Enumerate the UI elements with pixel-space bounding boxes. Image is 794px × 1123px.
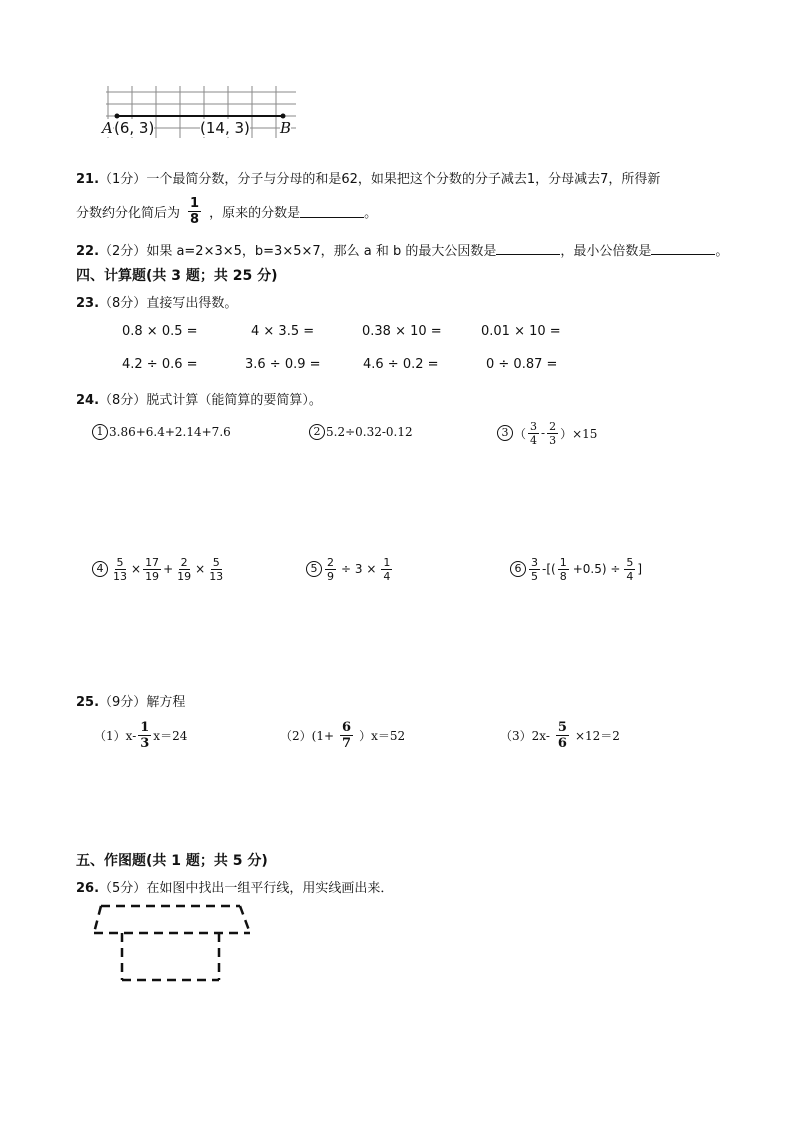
q25-p2-frac [340,721,353,750]
q24-e6-b-den: 8 [559,569,567,583]
q25-p3-post: ×12＝2 [574,728,620,743]
q24-e4-d-num: 5 [212,555,220,569]
coord-b-label: (14, 3) [200,119,250,137]
q22-text1: 如果 a=2×3×5，b=3×5×7，那么 a 和 b 的最大公因数是 [146,244,497,259]
q24-problem-4 [92,552,227,586]
q24-e6-a-num: 3 [531,555,538,569]
q24-e6-frac-b [558,557,569,582]
q25-p3-frac [556,721,569,750]
q24-e3-frac-a [528,421,539,446]
q22-lcm-blank[interactable] [651,242,715,255]
q24-e4-times: × [131,562,142,576]
q24-e6-frac-a [529,557,540,582]
q24-circle-1: 1 [92,424,108,440]
q25-p2-num: 6 [342,719,352,735]
q24-e6-mid2: +0.5) ÷ [572,562,621,576]
q23-item-2: 4 × 3.5 = [251,324,315,339]
q24-circle-3: 3 [497,425,513,441]
q24-e3-a-den: 4 [530,433,538,447]
q24-e4-d-den: 13 [209,569,224,583]
q23-item-4: 0.01 × 10 = [481,324,561,339]
q24-heading [76,389,322,408]
q21-text3: ，原来的分数是 [209,205,301,221]
q24-problem-3 [497,416,597,450]
q21-line1 [76,168,660,187]
q25-p1-den: 3 [140,735,150,751]
q21-score: （1分） [99,172,147,187]
q25-equation-1 [94,718,187,752]
q24-number: 24. [76,393,100,408]
q24-circle-2: 2 [309,424,325,440]
q22-line [76,240,728,259]
q24-e5-frac-b [381,557,392,582]
q24-e5-frac-a [325,557,336,582]
q21-number: 21. [76,172,100,187]
q24-e3-frac-b [547,421,558,446]
q23-score: （8分） [99,296,147,311]
q24-e3-a-num: 3 [530,419,538,433]
q25-p2-den: 7 [342,735,352,751]
q21-end: 。 [364,205,378,221]
q24-e6-frac-c [624,557,635,582]
q24-e4-b-num: 17 [145,555,160,569]
q24-problem-1 [92,424,231,440]
q21-text1: 一个最简分数，分子与分母的和是62，如果把这个分数的分子减去1，分母减去7，所得新 [146,172,661,187]
q25-p3-pre: （3）2x- [500,728,550,743]
q24-e4-times2: × [195,562,206,576]
q25-heading [76,691,185,710]
q24-problem-5 [306,552,394,586]
q21-text2: 分数约分化简后为 [76,205,181,221]
point-a-label: A [102,119,113,137]
q23-item-8: 0 ÷ 0.87 = [486,357,558,372]
q25-p1-frac [138,721,151,750]
q24-e3-open: （ [514,426,527,441]
q24-problem-6 [510,552,642,586]
q22-end: 。 [715,244,729,259]
q24-e4-frac-c [175,557,193,582]
q25-equation-3 [500,718,620,752]
q24-circle-4: 4 [92,561,108,577]
point-a-dot [115,114,120,119]
q24-expr-2: 5.2÷0.32-0.12 [326,425,413,439]
q26-number: 26. [76,881,100,896]
dashed-shape-figure [88,900,258,986]
q23-item-3: 0.38 × 10 = [362,324,442,339]
q24-e5-a-num: 2 [327,555,334,569]
q25-score: （9分） [99,695,147,710]
q24-e4-frac-b [143,557,161,582]
q24-e5-mid: ÷ 3 × [341,562,377,576]
q24-e4-a-den: 13 [113,569,127,583]
q24-e3-minus: - [541,426,546,440]
section-5-title: 五、作图题(共 1 题；共 5 分) [76,853,268,869]
q24-problem-2 [309,424,413,440]
q24-e6-mid: -[( [542,562,556,576]
q24-circle-6: 6 [510,561,526,577]
q24-e6-b-num: 1 [559,555,567,569]
q21-frac-num: 1 [190,195,200,211]
q25-p2-pre: （2）(1+ [280,728,335,743]
q23-item-5: 4.2 ÷ 0.6 = [122,357,198,372]
q21-answer-blank[interactable] [300,205,364,218]
q25-p3-num: 5 [557,719,567,735]
q25-p1-post: x＝24 [153,728,188,743]
q24-circle-5: 5 [306,561,322,577]
q22-score: （2分） [99,244,147,259]
q24-text: 脱式计算（能简算的要简算）。 [146,393,322,408]
q24-e6-c-den: 4 [626,569,634,583]
q24-e3-close: ）×15 [560,426,598,441]
q23-item-6: 3.6 ÷ 0.9 = [245,357,321,372]
q24-e6-end: ] [637,562,643,576]
q23-text: 直接写出得数。 [146,296,238,311]
q26-heading [76,877,393,896]
trapezoid-left-edge [94,906,101,933]
q25-p1-num: 1 [140,719,150,735]
q22-number: 22. [76,244,100,259]
q24-e4-plus: + [163,562,174,576]
q23-item-1: 0.8 × 0.5 = [122,324,198,339]
q25-text: 解方程 [146,695,186,710]
q25-p1-pre: （1）x- [94,728,137,743]
point-b-label: B [280,119,292,137]
q24-e4-c-den: 19 [177,569,192,583]
q24-e4-b-den: 19 [145,569,160,583]
grid-figure [100,86,300,142]
q24-e3-b-den: 3 [549,433,557,447]
q26-score: （5分） [99,881,147,896]
q22-text2: ，最小公倍数是 [560,244,652,259]
q25-equation-2 [280,718,405,752]
q23-number: 23. [76,296,100,311]
trapezoid-right-edge [240,906,250,933]
q24-e4-c-num: 2 [180,555,188,569]
q23-heading [76,292,237,311]
q24-score: （8分） [99,393,147,408]
q21-frac-den: 8 [190,211,200,227]
q21-line2 [76,194,377,228]
q21-fraction [188,197,201,226]
q22-gcd-blank[interactable] [496,242,560,255]
q24-e6-a-den: 5 [531,569,538,583]
q24-e5-b-den: 4 [383,569,391,583]
q23-item-7: 4.6 ÷ 0.2 = [363,357,439,372]
q25-number: 25. [76,695,100,710]
q24-e3-b-num: 2 [549,419,557,433]
q24-e6-c-num: 5 [626,555,634,569]
q25-p3-den: 6 [557,735,567,751]
point-b-dot [281,114,286,119]
q24-expr-1: 3.86+6.4+2.14+7.6 [109,425,231,439]
q26-text: 在如图中找出一组平行线，用实线画出来． [146,881,394,896]
q24-e5-b-num: 1 [383,555,391,569]
q24-e4-frac-a [111,557,129,582]
q25-p2-post: ）x＝52 [359,728,406,743]
section-4-title: 四、计算题(共 3 题；共 25 分) [76,268,278,284]
q24-e4-a-num: 5 [116,555,124,569]
q24-e4-frac-d [207,557,225,582]
q24-e5-a-den: 9 [327,569,334,583]
coord-a-label: (6, 3) [114,119,155,137]
